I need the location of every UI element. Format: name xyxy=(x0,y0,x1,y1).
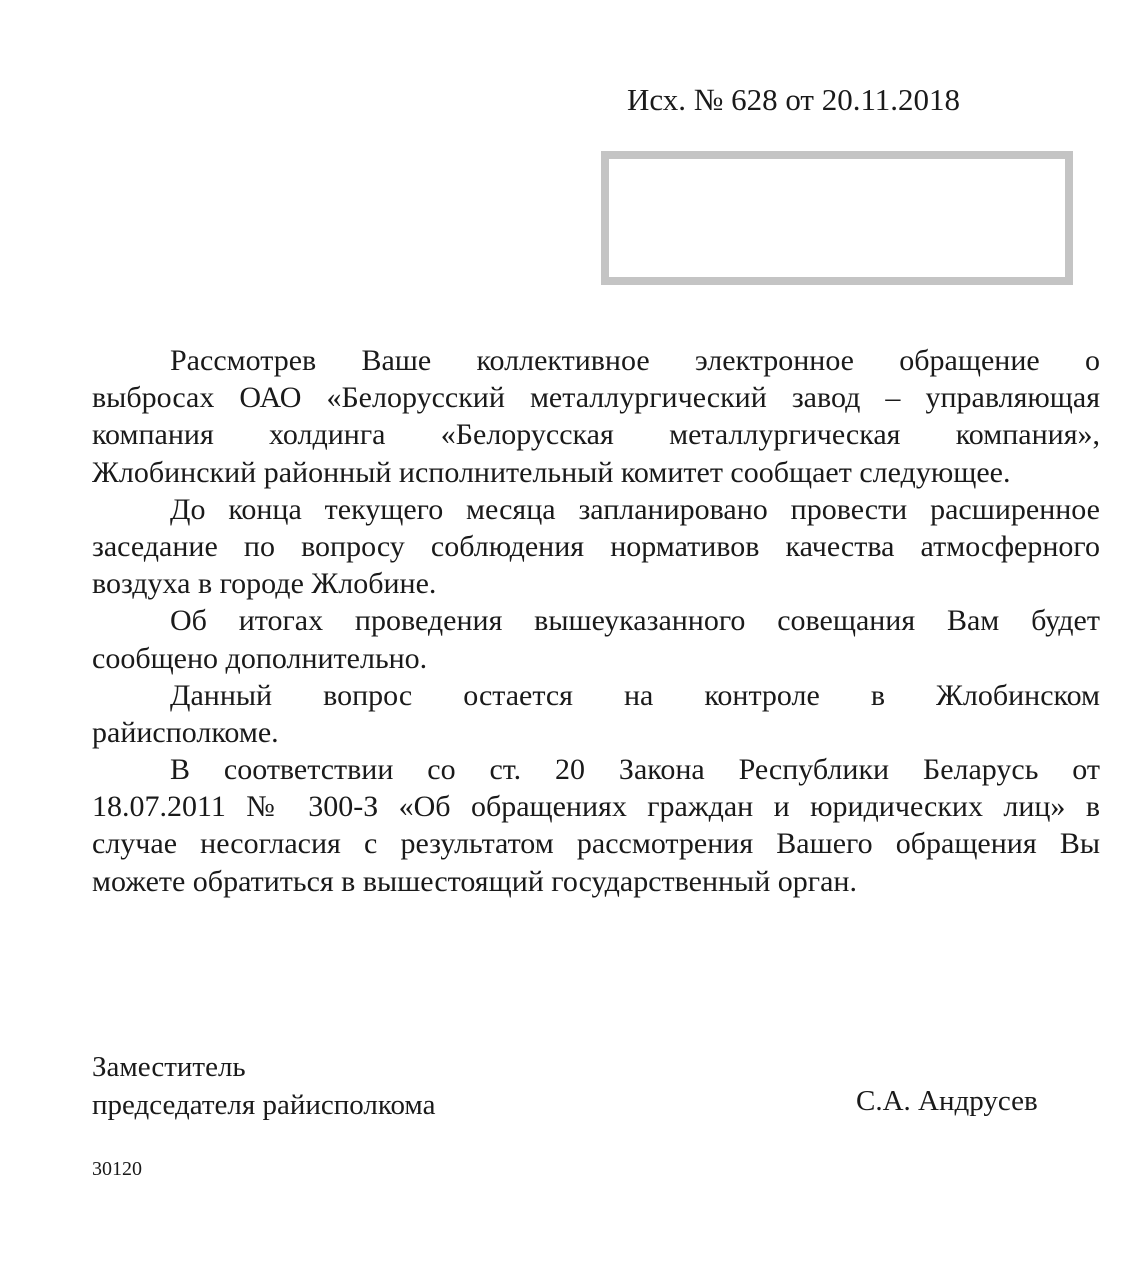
paragraph-line: райисполкоме. xyxy=(92,715,279,749)
signatory-title-line2: председателя райисполкома xyxy=(92,1089,436,1121)
paragraph-line: компания холдинга «Белорусская металлургическая компания», xyxy=(92,418,1100,452)
paragraph-line: сообщено дополнительно. xyxy=(92,641,428,675)
paragraph-line: заседание по вопросу соблюдения нормативов качества атмосферного xyxy=(92,529,1100,563)
paragraph-line: воздуха в городе Жлобине. xyxy=(92,567,437,601)
paragraph-line: Жлобинский районный исполнительный комитет сообщает следующее. xyxy=(92,455,1011,489)
paragraph-line: выбросах ОАО «Белорусский металлургический завод – управляющая xyxy=(92,381,1100,415)
outgoing-reference: Исх. № 628 от 20.11.2018 xyxy=(627,82,961,117)
paragraph-line: можете обратиться в вышестоящий государственный орган. xyxy=(92,864,857,898)
paragraph-line: В соответствии со ст. 20 Закона Республики Беларусь от xyxy=(170,753,1100,787)
signatory-title xyxy=(92,1048,435,1124)
signatory-title-line1: Заместитель xyxy=(92,1051,246,1083)
footer-number: 30120 xyxy=(92,1158,142,1180)
paragraph-line: случае несогласия с результатом рассмотрения Вашего обращения Вы xyxy=(92,827,1100,861)
paragraph-line: 18.07.2011 № 300-З «Об обращениях граждан и юридических лиц» в xyxy=(92,790,1100,824)
signatory-name: С.А. Андрусев xyxy=(856,1085,1038,1117)
paragraph-line: Данный вопрос остается на контроле в Жлобинском xyxy=(170,678,1100,712)
paragraph-line: До конца текущего месяца запланировано провести расширенное xyxy=(170,492,1100,526)
letter-body xyxy=(92,342,1100,900)
addressee-box-redacted xyxy=(601,151,1073,285)
paragraph-line: Рассмотрев Ваше коллективное электронное обращение о xyxy=(170,344,1100,377)
paragraph-line: Об итогах проведения вышеуказанного совещания Вам будет xyxy=(170,604,1100,638)
